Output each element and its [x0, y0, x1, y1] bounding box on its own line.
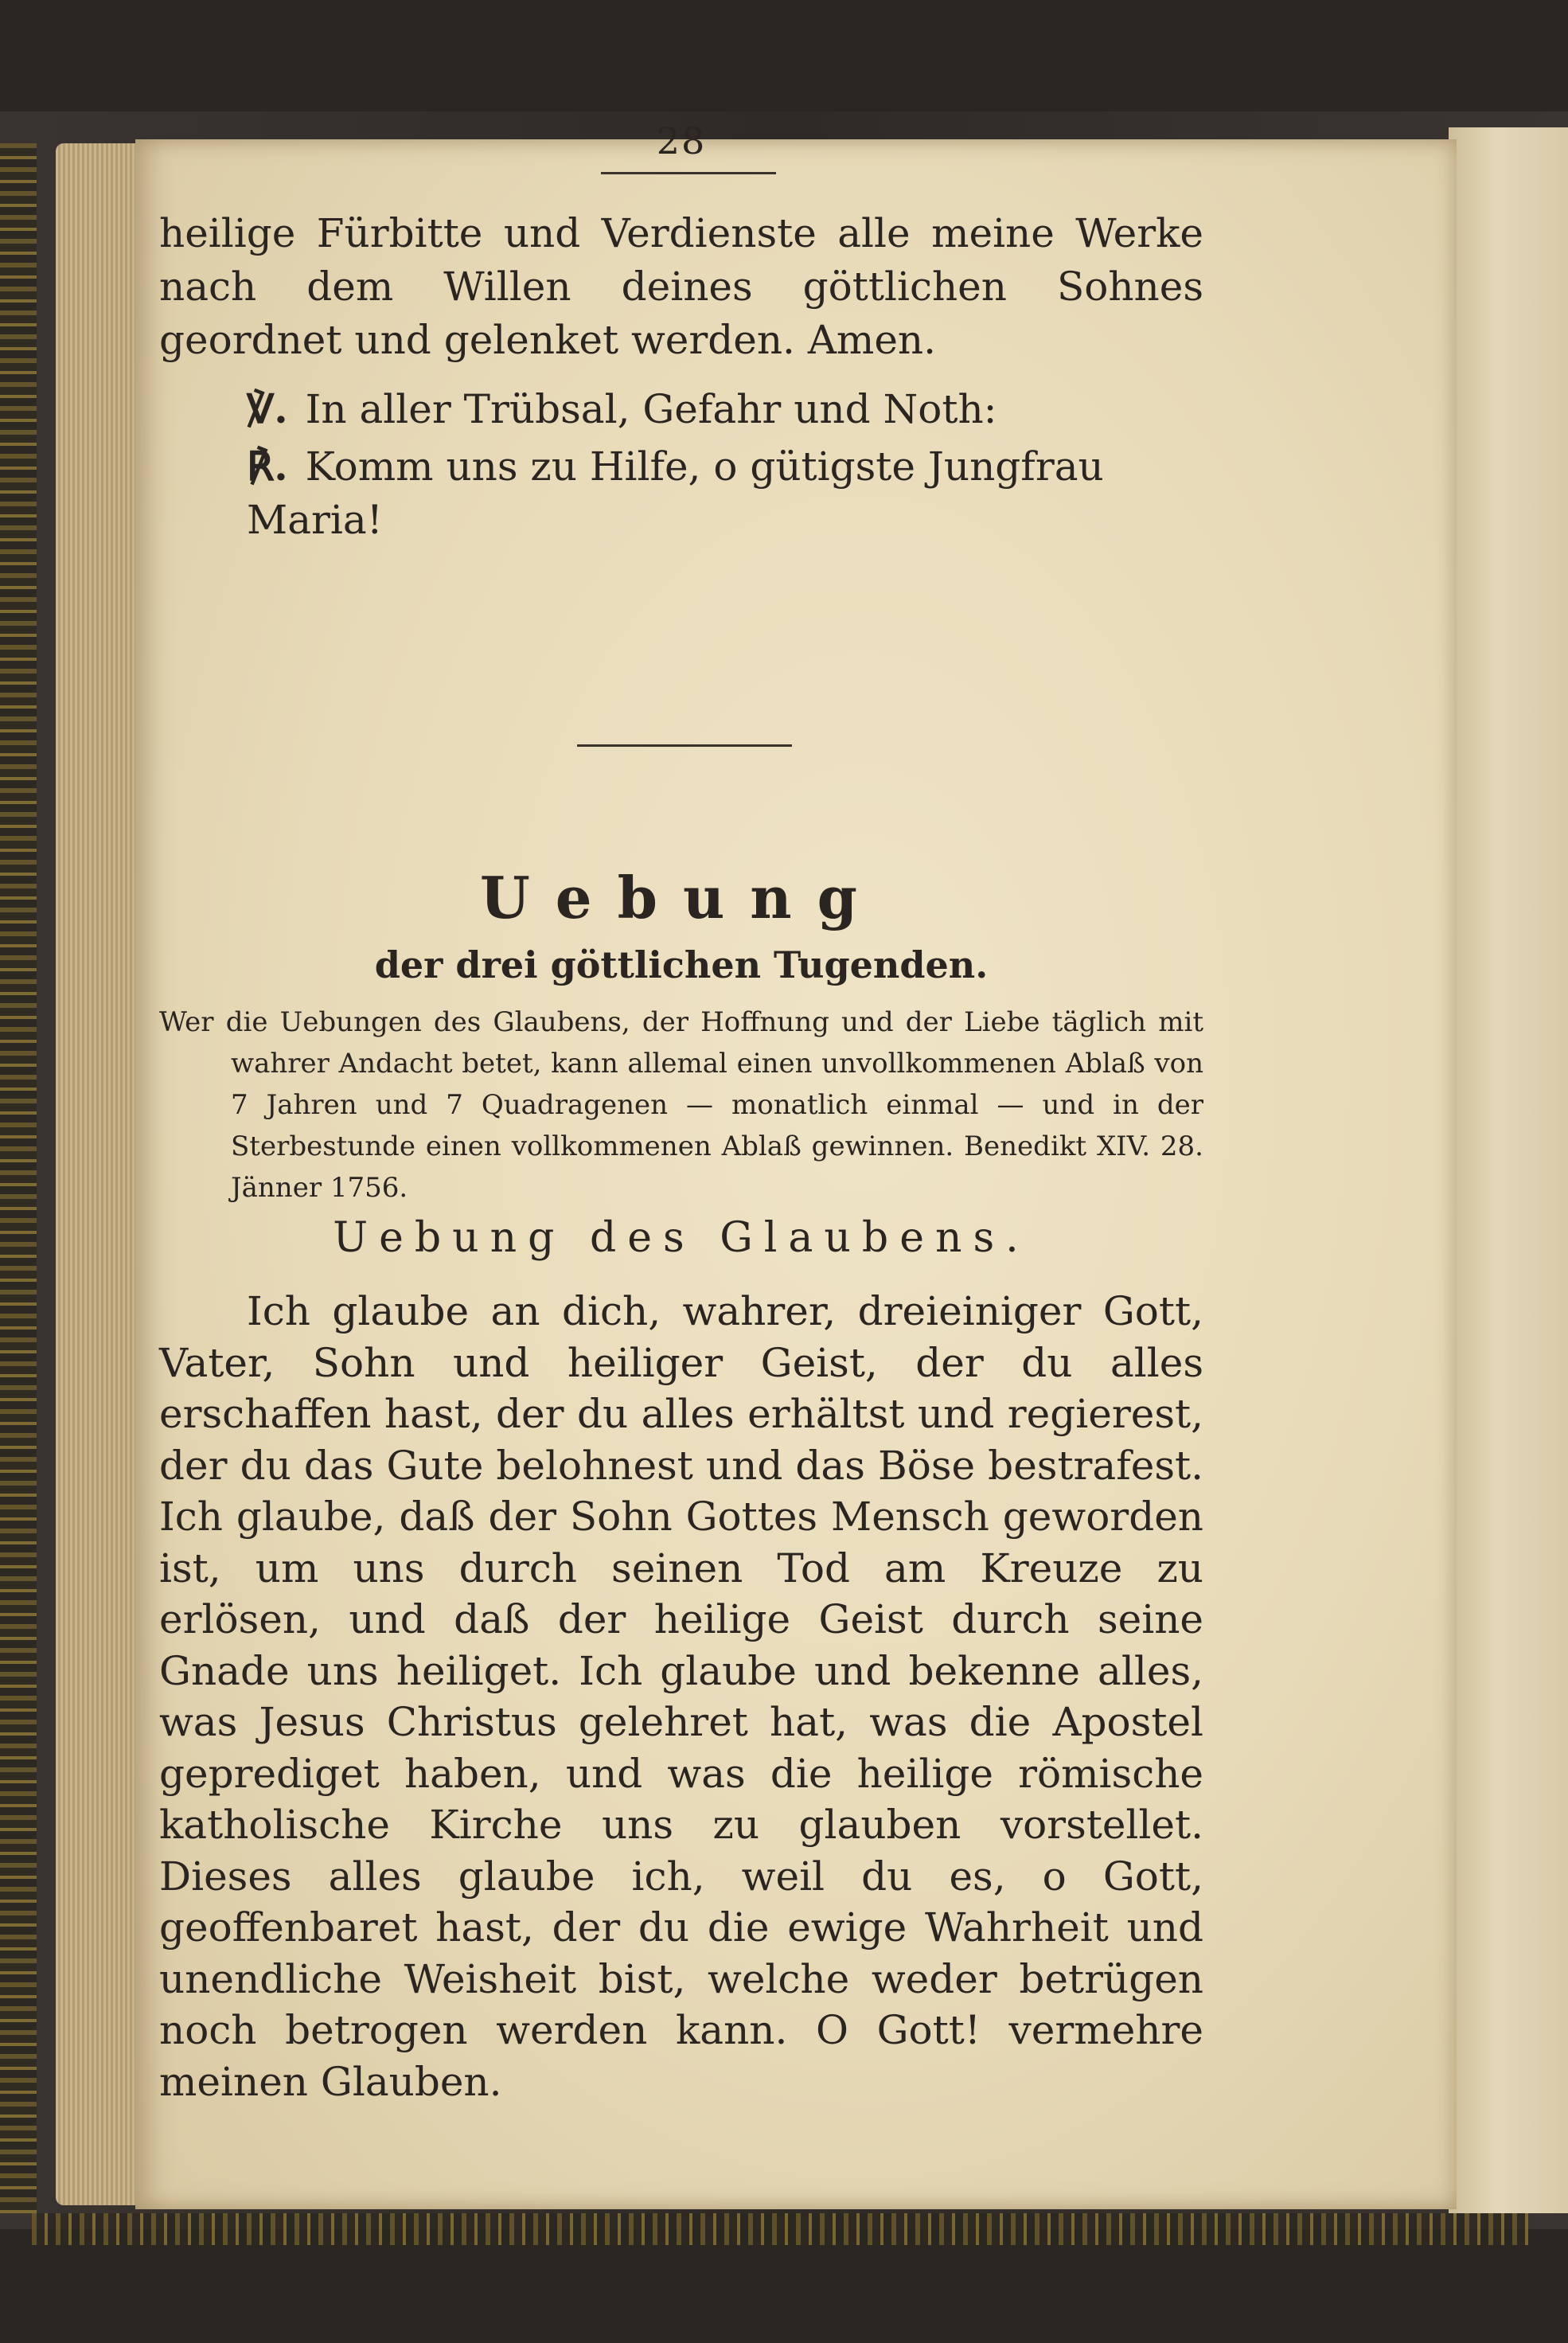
response-text: Komm uns zu Hilfe, o gütigste Jungfrau Maria! [247, 443, 1104, 543]
intro-paragraph: heilige Fürbitte und Verdienste alle meine Werke nach dem Willen deines göttlichen Sohnes geordnet und gelenket werden. Amen. [159, 210, 1203, 363]
section-heading: Uebung des Glaubens. [333, 1214, 1030, 1262]
indulgence-note-text: Wer die Uebungen des Glaubens, der Hoffnung und der Liebe täglich mit wahrer Andacht betet, kann allemal einen unvollkommenen Ablaß von 7 Jahren und 7 Quadragenen — monatlich einmal — und in der Sterbestunde einen vollkommenen Ablaß gewinnen. Benedikt XIV. 28. Jänner 1756. [159, 1006, 1203, 1204]
versicle-symbol: ℣. [247, 385, 288, 432]
faith-paragraph: Ich glaube an dich, wahrer, dreieiniger Gott, Vater, Sohn und heiliger Geist, der du alles erschaffen hast, der du alles erhältst und regierest, der du das Gute belohnest und das Böse bestrafest. Ich glaube, daß der Sohn Gottes Mensch geworden ist, um uns durch seinen Tod am Kreuze zu erlösen, und daß der heilige Geist durch seine Gnade uns heiliget. Ich glaube und bekenne alles, was Jesus Christus gelehret hat, was die Apostel geprediget haben, und was die heilige römische katholische Kirche uns zu glauben vorstellet. Dieses alles glaube ich, weil du es, o Gott, geoffenbaret hast, der du die ewige Wahrheit und unendliche Weisheit bist, welche weder betrügen noch betrogen werden kann. O Gott! vermehre meinen Glauben. [159, 1288, 1203, 2105]
versicle-line [247, 382, 1202, 436]
section-divider [577, 744, 792, 747]
response-line [247, 439, 1202, 547]
indulgence-note [159, 1002, 1203, 1209]
chapter-title: Uebung [480, 864, 883, 931]
cover-border-left [0, 143, 37, 2213]
cover-border-bottom [32, 2213, 1528, 2245]
facing-page-edge [1449, 127, 1568, 2213]
chapter-subtitle: der drei göttlichen Tugenden. [374, 943, 989, 986]
response-symbol: ℟. [247, 443, 288, 490]
page-number: 28 [656, 119, 707, 162]
page-number-rule [601, 172, 776, 174]
page-edges [56, 143, 143, 2205]
versicle-text: In aller Trübsal, Gefahr und Noth: [305, 386, 997, 432]
